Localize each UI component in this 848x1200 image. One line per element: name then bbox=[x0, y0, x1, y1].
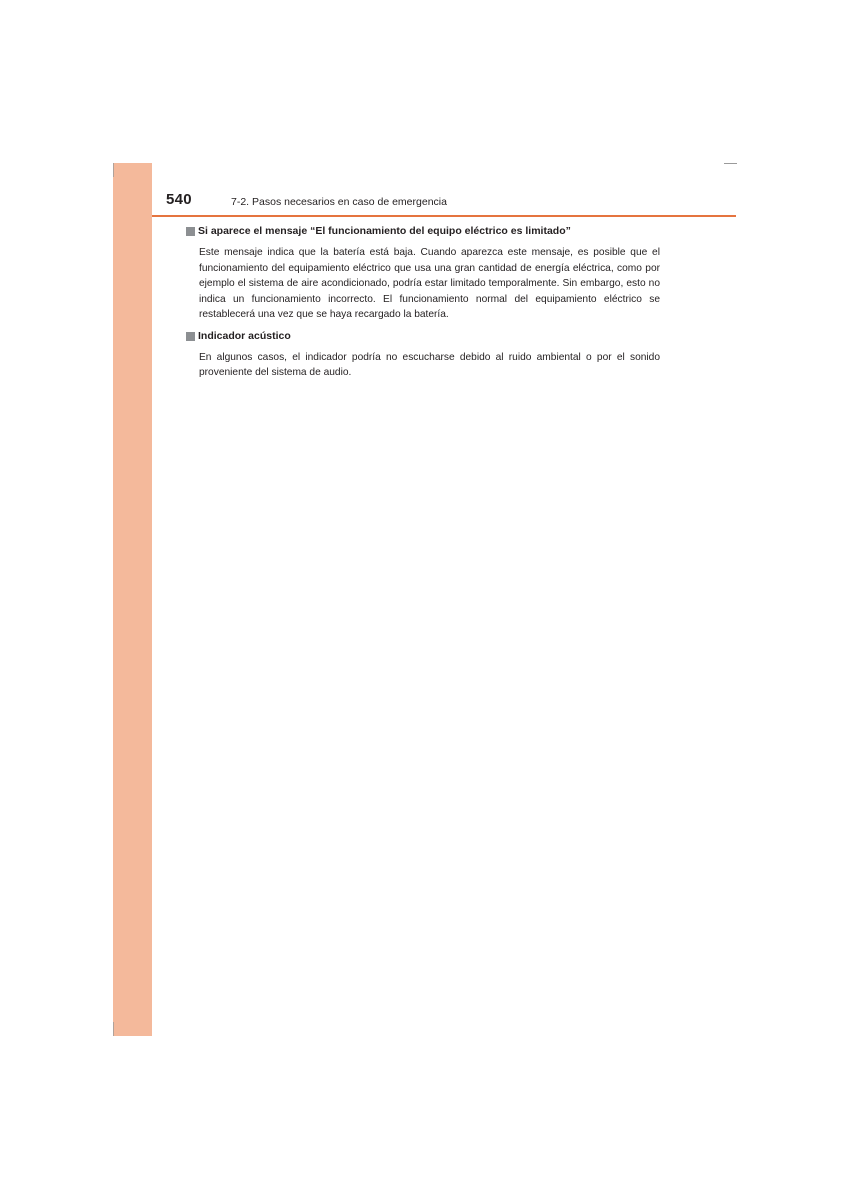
block-heading bbox=[186, 224, 660, 239]
square-bullet-icon bbox=[186, 332, 195, 341]
crop-mark-bottom bbox=[113, 1022, 114, 1036]
message-block bbox=[186, 329, 660, 381]
block-body: Este mensaje indica que la batería está baja. Cuando aparezca este mensaje, es posible que el funcionamiento del equipamiento eléctrico que usa una gran cantidad de energía eléctrica, como por ejemplo el sistema de aire acondicionado, podría estar limitado temporalmente. Sin embargo, esto no indica un funcionamiento incorrecto. El funcionamiento normal del equipamiento eléctrico se restablecerá una vez que se haya recargado la batería. bbox=[199, 247, 660, 320]
corner-crop-mark bbox=[724, 163, 737, 164]
block-heading-text: Indicador acústico bbox=[198, 329, 291, 342]
block-heading bbox=[186, 329, 660, 344]
chapter-tab-band bbox=[113, 163, 152, 1036]
block-body: En algunos casos, el indicador podría no escucharse debido al ruido ambiental o por el sonido proveniente del sistema de audio. bbox=[199, 351, 660, 378]
square-bullet-icon bbox=[186, 227, 195, 236]
block-heading-text: Si aparece el mensaje “El funcionamiento del equipo eléctrico es limitado” bbox=[198, 225, 571, 237]
message-block bbox=[186, 224, 660, 323]
crop-mark-top bbox=[113, 163, 114, 177]
page-content bbox=[186, 224, 660, 387]
header-rule bbox=[152, 215, 736, 217]
section-title: 7-2. Pasos necesarios en caso de emergencia bbox=[231, 196, 447, 208]
page-number: 540 bbox=[166, 191, 192, 208]
